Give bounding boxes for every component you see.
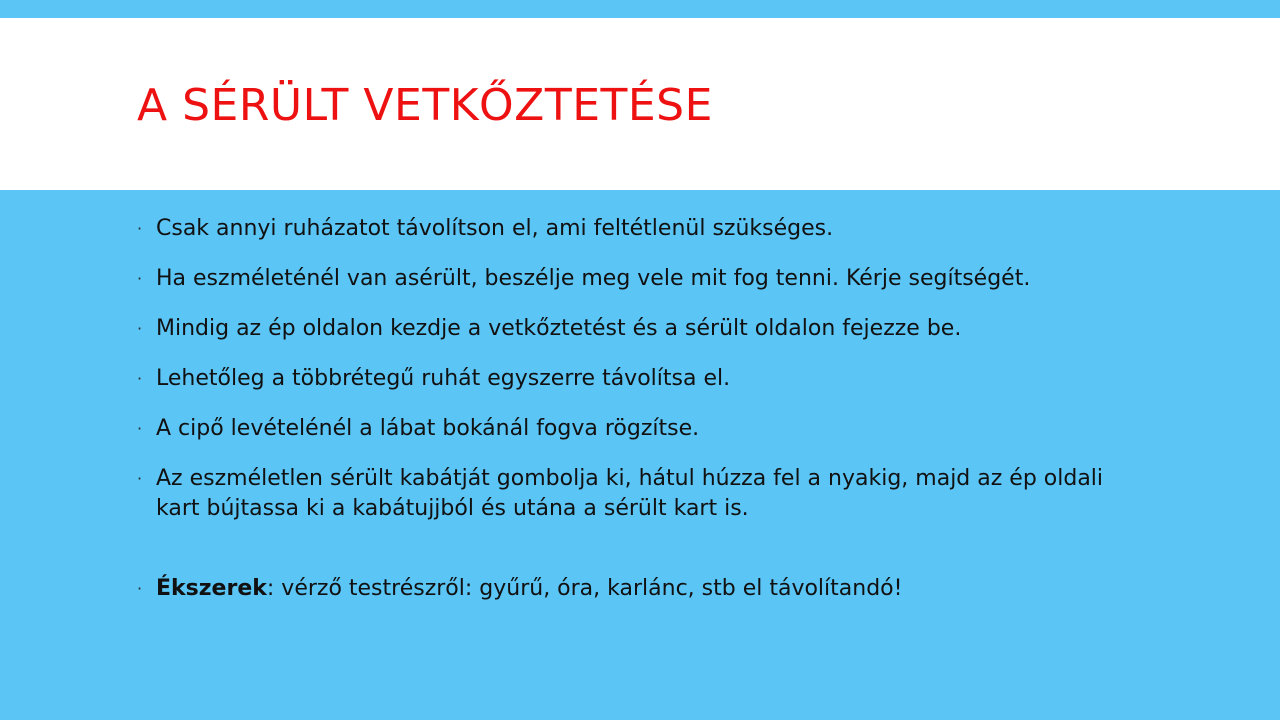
bullet-text: Lehetőleg a többrétegű ruhát egyszerre távolítsa el. — [156, 366, 731, 391]
slide-content — [0, 190, 1280, 720]
bullet-text: Mindig az ép oldalon kezdje a vetkőztetést és a sérült oldalon fejezze be. — [156, 316, 962, 341]
bullet-item — [137, 214, 1137, 244]
bullet-dot-icon: · — [137, 579, 143, 598]
bullet-list — [137, 214, 1137, 624]
bullet-dot-icon: · — [137, 469, 143, 488]
bullet-text: Csak annyi ruházatot távolítson el, ami feltétlenül szükséges. — [156, 216, 834, 241]
slide-title: A SÉRÜLT VETKŐZTETÉSE — [137, 80, 713, 131]
bullet-item — [137, 414, 1137, 444]
bullet-text: Az eszméletlen sérült kabátját gombolja ki, hátul húzza fel a nyakig, majd az ép oldali kart bújtassa ki a kabátujjból és utána a sérült kart is. — [156, 466, 1104, 521]
bullet-text: : vérző testrészről: gyűrű, óra, karlánc, stb el távolítandó! — [266, 576, 903, 601]
bullet-text: Ha eszméleténél van asérült, beszélje meg vele mit fog tenni. Kérje segítségét. — [156, 266, 1031, 291]
bullet-item-jewelry — [137, 574, 1137, 604]
bullet-dot-icon: · — [137, 419, 143, 438]
bullet-item — [137, 364, 1137, 394]
bullet-text: A cipő levételénél a lábat bokánál fogva rögzítse. — [156, 416, 700, 441]
bullet-item — [137, 464, 1137, 524]
bullet-dot-icon: · — [137, 319, 143, 338]
bullet-item — [137, 264, 1137, 294]
bullet-item — [137, 314, 1137, 344]
top-accent-bar — [0, 0, 1280, 18]
bullet-dot-icon: · — [137, 219, 143, 238]
bullet-bold-term: Ékszerek — [156, 576, 267, 601]
bullet-dot-icon: · — [137, 369, 143, 388]
bullet-dot-icon: · — [137, 269, 143, 288]
